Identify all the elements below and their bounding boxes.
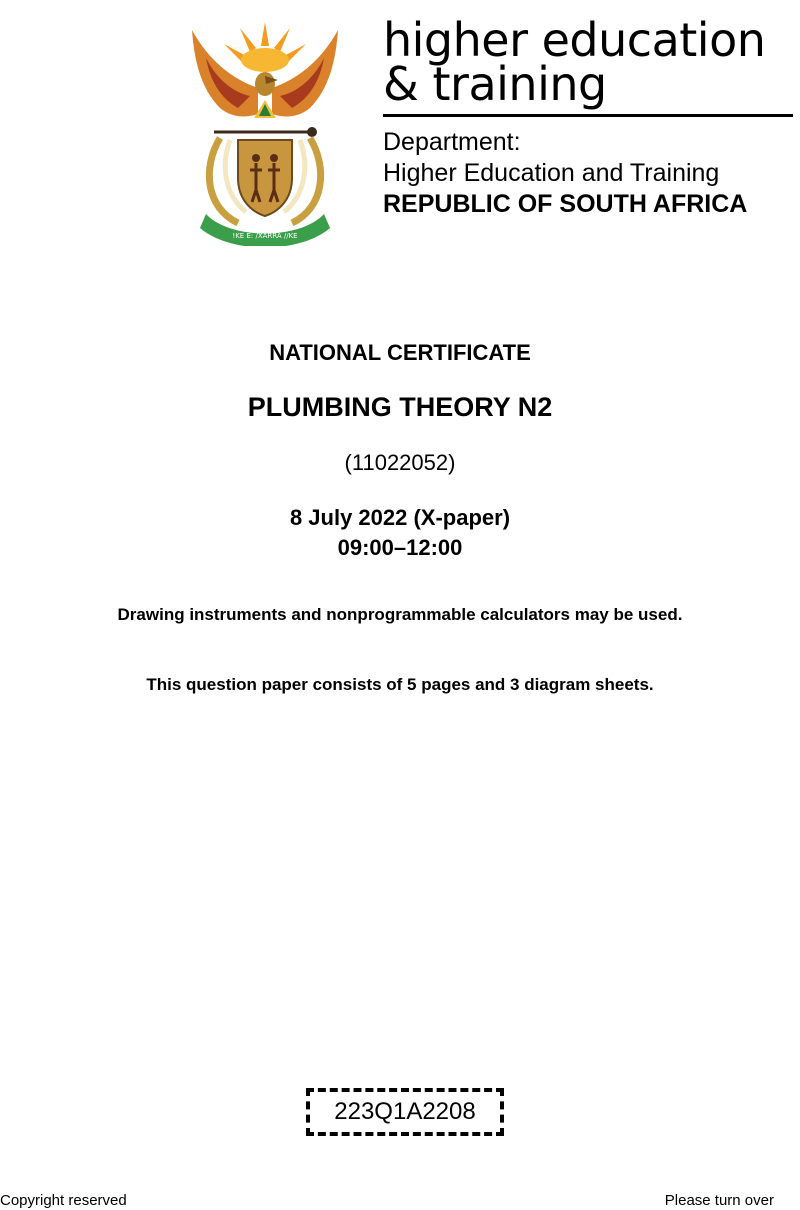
turn-over-text: Please turn over	[664, 1192, 774, 1209]
exam-time: 09:00–12:00	[337, 535, 463, 560]
header-divider	[383, 114, 793, 117]
motto-text: !KE E: /XARRA //KE	[232, 232, 298, 240]
instructions-text: Drawing instruments and nonprogrammable calculators may be used.	[117, 605, 683, 624]
coat-of-arms-icon	[180, 18, 350, 246]
wheat-left-icon	[209, 138, 238, 223]
pages-note: This question paper consists of 5 pages and 3 diagram sheets.	[146, 675, 654, 694]
certificate-title: NATIONAL CERTIFICATE	[269, 340, 531, 365]
country-name: REPUBLIC OF SOUTH AFRICA	[383, 190, 748, 218]
brand-line-training: & training	[383, 57, 607, 111]
department-label: Department:	[383, 128, 521, 156]
shield-icon	[238, 140, 292, 216]
copyright-text: Copyright reserved	[0, 1192, 127, 1209]
department-header	[383, 10, 800, 220]
subject-title: PLUMBING THEORY N2	[247, 392, 553, 422]
rising-sun-icon	[224, 22, 306, 72]
motto-banner	[200, 214, 330, 246]
wheat-right-icon	[292, 138, 321, 223]
brand-line-higher-education: higher education	[383, 13, 766, 67]
subject-code: (11022052)	[344, 450, 456, 475]
exam-date: 8 July 2022 (X-paper)	[289, 505, 511, 530]
department-name: Higher Education and Training	[383, 159, 720, 187]
paper-id-box: 223Q1A2208	[306, 1088, 504, 1136]
